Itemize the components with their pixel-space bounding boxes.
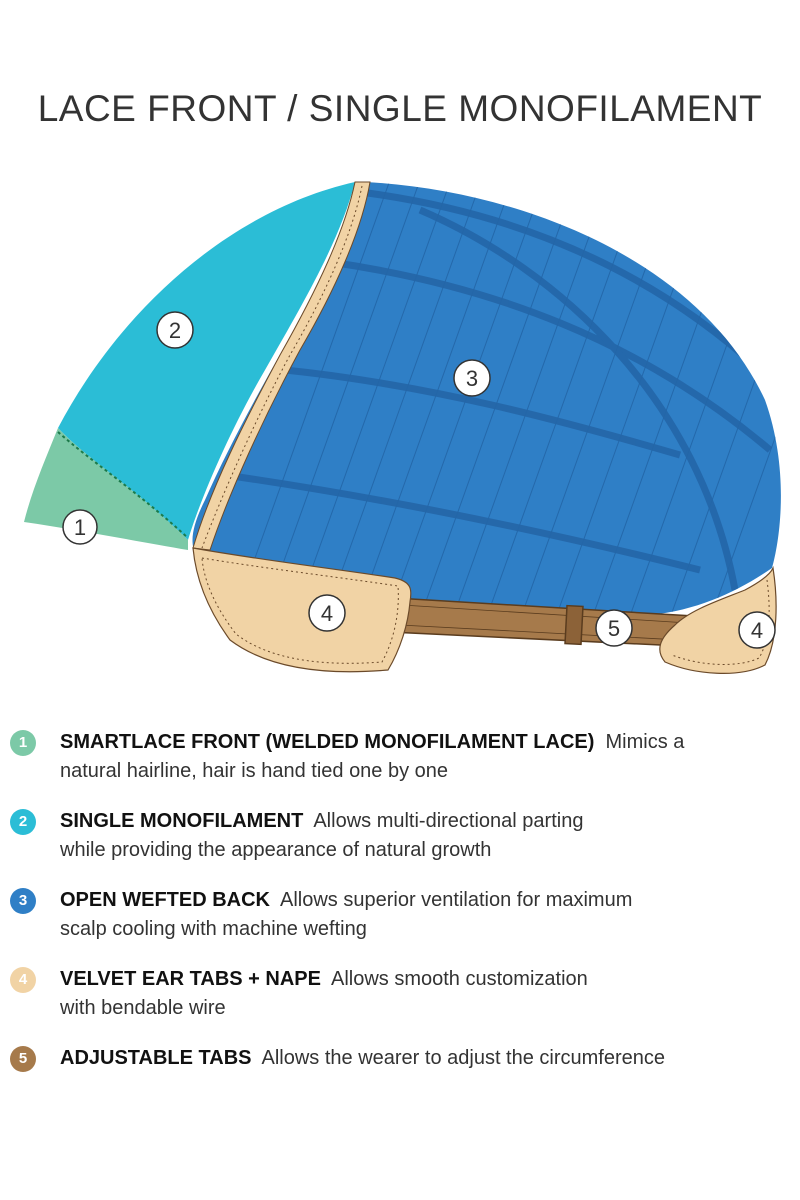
legend-item-adjustable-tabs [10, 1044, 800, 1073]
legend-item-single-mono [10, 807, 800, 865]
callout-1 [63, 510, 97, 544]
callout-4-front [309, 595, 345, 631]
legend [10, 728, 800, 1094]
legend-item-ear-tabs [10, 965, 800, 1023]
legend-heading: ADJUSTABLE TABS [60, 1047, 252, 1069]
legend-description: while providing the appearance of natural growth [60, 839, 492, 861]
legend-heading: SMARTLACE FRONT (WELDED MONOFILAMENT LACE) [60, 731, 595, 753]
svg-text:3: 3 [465, 366, 479, 391]
legend-description: scalp cooling with machine wefting [60, 918, 367, 940]
svg-text:5: 5 [607, 616, 621, 641]
number-badge-5: 5 [10, 1046, 36, 1072]
legend-description: Allows superior ventilation for maximum [280, 889, 633, 911]
legend-description: Allows smooth customization [330, 968, 588, 990]
number-badge-4: 4 [10, 967, 36, 993]
wig-cap-diagram [0, 170, 800, 700]
svg-text:2: 2 [168, 318, 182, 343]
legend-item-smartlace [10, 728, 800, 786]
number-badge-3: 3 [10, 888, 36, 914]
number-badge-2: 2 [10, 809, 36, 835]
callout-2 [157, 312, 193, 348]
svg-text:1: 1 [73, 515, 87, 540]
svg-text:4: 4 [750, 618, 764, 643]
page-title: LACE FRONT / SINGLE MONOFILAMENT [37, 88, 763, 129]
legend-description: Mimics a [605, 731, 685, 753]
legend-heading: OPEN WEFTED BACK [60, 889, 270, 911]
legend-description: with bendable wire [60, 997, 226, 1019]
callout-4-nape [739, 612, 775, 648]
svg-text:4: 4 [320, 601, 334, 626]
callout-5 [596, 610, 632, 646]
callout-3 [454, 360, 490, 396]
legend-description: Allows multi-directional parting [313, 810, 584, 832]
legend-item-wefted-back [10, 886, 800, 944]
legend-description: Allows the wearer to adjust the circumference [261, 1047, 666, 1069]
legend-heading: SINGLE MONOFILAMENT [60, 810, 304, 832]
legend-description: natural hairline, hair is hand tied one by one [60, 760, 449, 782]
legend-heading: VELVET EAR TABS + NAPE [60, 968, 321, 990]
number-badge-1: 1 [10, 730, 36, 756]
